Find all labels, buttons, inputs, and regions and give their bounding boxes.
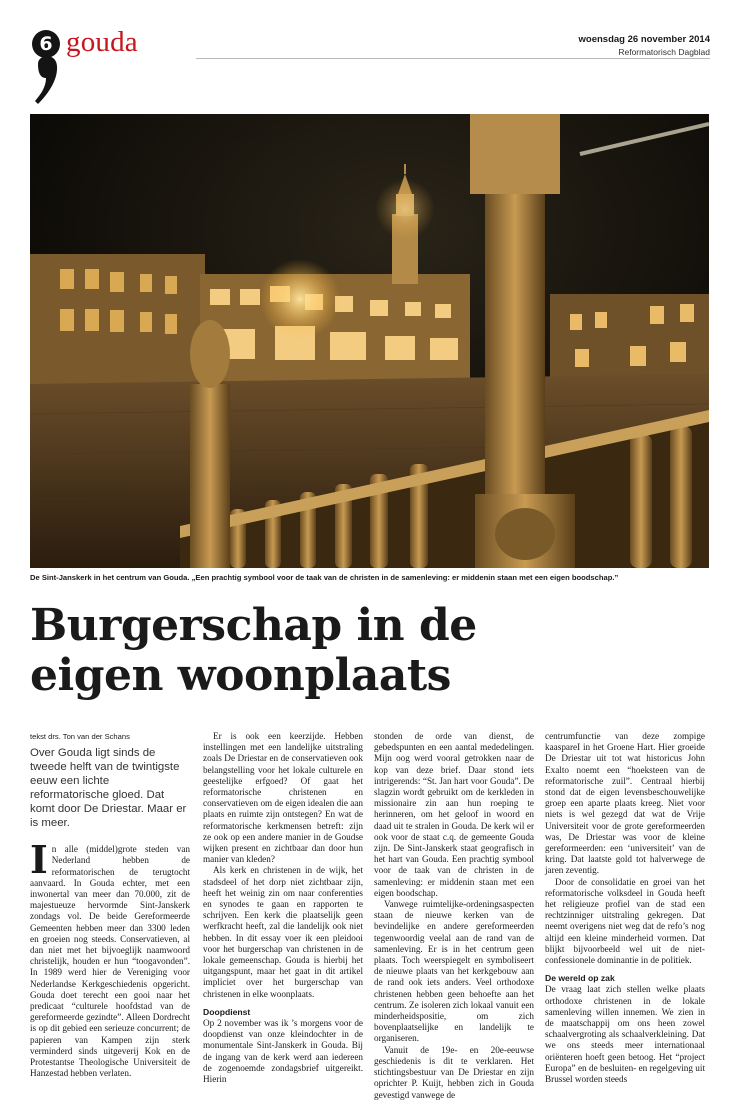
page-number: 6 — [32, 30, 60, 58]
subheading: Doopdienst — [203, 1006, 251, 1017]
article-column-4 — [545, 731, 705, 1085]
body-paragraph: De vraag laat zich stellen welke plaats orthodoxe christenen in de lokale samenleving willen innemen. We zien in de maatschappij om ons heen zowel schaalvergroting als schaalverkleining. Dat we ons steeds meer internationaal oriënteren hoeft geen betoog. Het “project Europa” en de besluiten- en regelgeving uit Brussel worden steeds — [545, 984, 705, 1085]
night-square-photo — [30, 114, 709, 568]
article-column-2 — [203, 731, 363, 1085]
newspaper-name: Reformatorisch Dagblad — [618, 47, 710, 57]
section-title: gouda — [66, 26, 138, 58]
masthead — [28, 26, 710, 96]
paragraph-text: n alle (middel)grote steden van Nederland hebben de reformatorischen de terugtocht aanvaard. In Gouda echter, met een inwonertal van meer dan 70.000, zit de majestueuze hervormde Sint-Janskerk zondags vol. De beide Gereformeerde Gemeenten hebben meer dan 3300 leden en groeien nog steeds. Conservatieven, al dan niet met het bijvoeglijk naamwoord christelijk, houden er hun “toogavonden”. In 1989 werd hier de Vereniging voor Nederlandse Kerkgeschiedenis opgericht. Gouda doet terecht een gooi naar het predicaat “culturele hoofdstad van de gereformeerde gezindte”. Alleen Dordrecht is op dit gebied een serieuze concurrent; de papieren van Kampen zijn sterk verminderd sinds uitgeverij Kok en de Protestantse Theologische Universiteit de Hanzestad hebben verlaten. — [30, 844, 190, 1079]
headline — [30, 601, 710, 701]
body-paragraph: Door de consolidatie en groei van het reformatorische volksdeel in Gouda heeft het religieuze profiel van de stad een rechtzinniger uitstraling gekregen. Dat neemt overigens niet weg dat de refo’s nog altijd een kleine minderheid vormen. Dat blijkt bijvoorbeeld wel uit de niet-confessionele dominantie in de politiek. — [545, 876, 705, 966]
body-paragraph — [30, 837, 190, 1079]
headline-line-1: Burgerschap in de — [30, 600, 477, 651]
article-column-1 — [30, 731, 190, 1079]
photo-caption: De Sint-Janskerk in het centrum van Gouda. „Een prachtig symbool voor de taak van de christen in de samenleving: er middenin staan met een eigen boodschap.” — [30, 573, 619, 582]
body-paragraph: stonden de orde van dienst, de gebedspunten en een aantal mededelingen. Mijn oog werd vooral getrokken naar de kop van deze brief. Daar stond iets intrigerends: “St. Jan hart voor Gouda”. De slagzin wordt gebruikt om de kerkleden in missionaire zin aan hun roeping te herinneren, om het geloof in woord en daad uit te stralen in Gouda. De kerk wil er ook voor de staat c.q. de gemeente Gouda zijn. De Sint-Janskerk staat geografisch in het hart van Gouda. Een prachtig symbool voor de taak van de christen in de samenleving: er middenin staan met een eigen boodschap. — [374, 731, 534, 898]
dateline — [579, 34, 710, 57]
body-paragraph: Als kerk en christenen in de wijk, het stadsdeel of het dorp niet zichtbaar zijn, heeft het weinig zin om naar conferenties en synodes te gaan en rapporten te schrijven. Een kerk die plaatselijk geen werfkracht heeft, zal die landelijk ook niet hebben. In dit essay voer ik een pleidooi voor het burgerschap van christenen in de lokale gemeenschap. Gouda is hierbij het uitgangspunt, maar het gaat in dit artikel impliciet over het burgerschap van christenen in elke woonplaats. — [203, 865, 363, 999]
headline-line-2: eigen woonplaats — [30, 650, 451, 701]
subheading: De wereld op zak — [545, 973, 615, 984]
intro-paragraph: Over Gouda ligt sinds de tweede helft van de twintigste eeuw een lichte reformatorische gloed. Dat komt door De Driestar. Maar er is meer. — [30, 747, 187, 830]
photo-illustration — [30, 114, 709, 568]
issue-date: woensdag 26 november 2014 — [578, 34, 710, 45]
body-paragraph: centrumfunctie van deze zompige kaaspareI in het Groene Hart. Hier groeide De Driestar uit tot wat historicus John Exalto noemt een “hoeksteen van de reformatorische zuil”. Centraal hierbij stond dat de eigen levensbeschouwelijke groep een aparte plaats kreeg. Niet voor niets is wel gezegd dat wat de Vrije Universiteit voor de grote gereformeerden was, De Driestar was voor de kleine gereformeerden: een ‘universiteit’ van de kring. Dat laatste gold tot halverwege de jaren zeventig. — [545, 731, 705, 876]
comma-logo-icon — [34, 50, 60, 106]
body-paragraph: Vanwege ruimtelijke-ordeningsaspecten staan de nieuwe kerken van de bevindelijke en andere gereformeerden tegenwoordig veelal aan de rand van de samenleving. Er is in het centrum geen plaats. Toch weerspiegelt en symboliseert de nieuwe plaats van het kerkgebouw aan de rand ook iets anders. Veel orthodoxe christenen hebben geen behoefte aan het centrum. Ze isoleren zich lokaal vanuit een minderheidspositie, om zich bovenplaatselijke en landelijk te organiseren. — [374, 899, 534, 1044]
header-rule — [196, 58, 710, 59]
drop-cap: I — [30, 837, 48, 883]
byline: tekst drs. Ton van der Schans — [30, 732, 130, 741]
article-column-3 — [374, 731, 534, 1101]
body-paragraph: Vanuit de 19e- en 20e-eeuwse geschiedenis is dit te verklaren. Het stichtingsbestuur van De Driestar en zijn oprichter P. Kuijt, hebben zich in Gouda gevestigd vanwege de — [374, 1044, 534, 1100]
body-paragraph: Op 2 november was ik ’s morgens voor de doopdienst van onze kleindochter in de monumentale Sint-Janskerk in Gouda. Bij de ingang van de kerk werd aan iedereen de zogenoemde zondagsbrief uitgereikt. Hierin — [203, 1018, 363, 1085]
body-paragraph: Er is ook een keerzijde. Hebben instellingen met een landelijke uitstraling zoals De Driestar en de conservatieven ook belangstelling voor het lokale culturele en geestelijke erfgoed? Of gaat het reformatorische christenen en conservatieven om de eigen idealen die aan plaats en ruimte zijn ontstegen? En wat de reformatorische kerkmensen betreft: zijn ze ook op een andere manier in de Goudse wijken present en zichtbaar dan door hun manier van kleden? — [203, 731, 363, 865]
